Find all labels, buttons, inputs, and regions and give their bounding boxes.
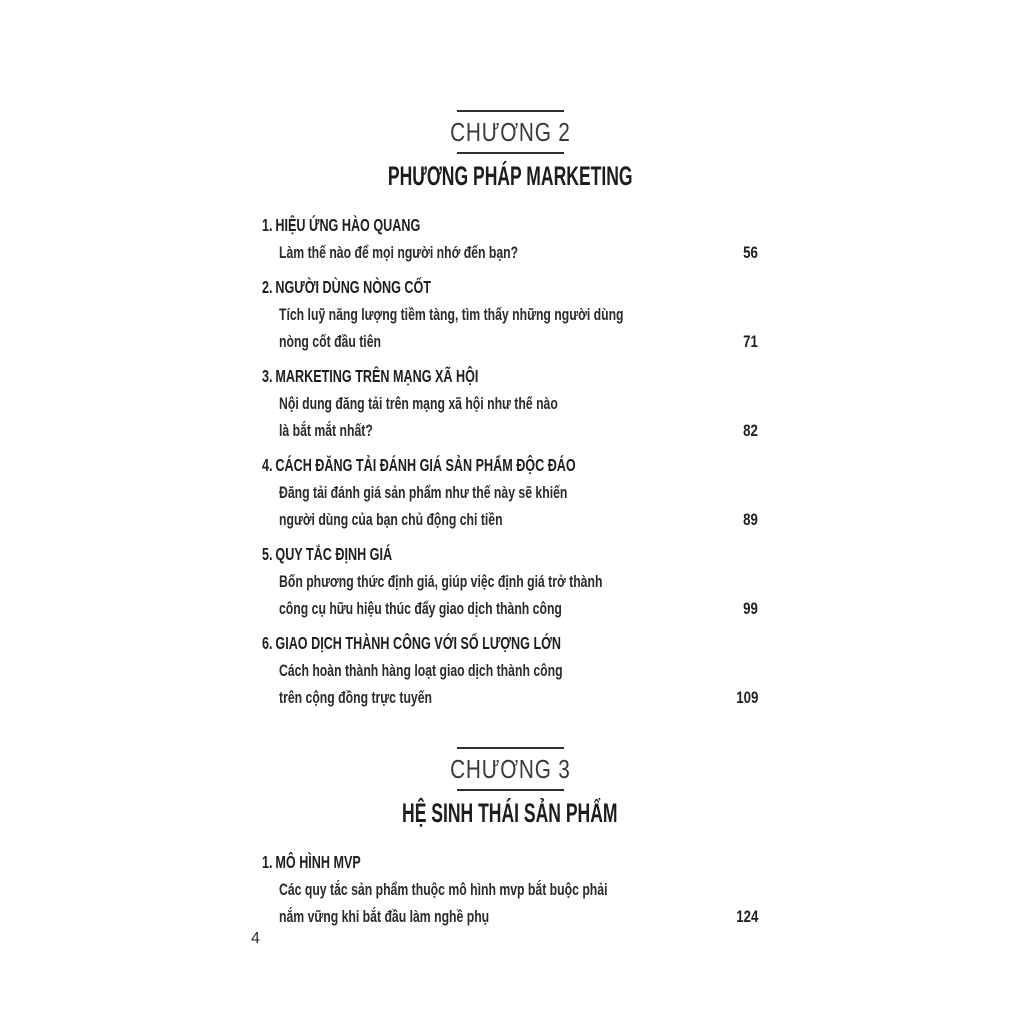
entry-number: 3.	[262, 366, 273, 386]
entry-title	[262, 849, 361, 876]
entry-subtitle-row	[262, 876, 758, 903]
entry-title-row	[262, 363, 758, 390]
entry-subtitle-row	[262, 657, 758, 684]
chapter-3-title-text: HỆ SINH THÁI SẢN PHẨM	[402, 798, 618, 828]
chapter-3-header	[262, 747, 758, 829]
entry-title-text: CÁCH ĐĂNG TẢI ĐÁNH GIÁ SẢN PHẨM ĐỘC ĐÁO	[275, 455, 576, 475]
chapter-2-entries	[262, 212, 758, 711]
chapter-2-title	[262, 160, 758, 192]
entry-title-text: MARKETING TRÊN MẠNG XÃ HỘI	[275, 366, 479, 386]
entry-number: 5.	[262, 544, 273, 564]
entry-subtitle: nòng cốt đầu tiên	[279, 332, 381, 351]
entry-subtitle-row	[262, 417, 758, 444]
chapter-2-label	[262, 112, 758, 152]
chapter-2-header	[262, 110, 758, 192]
entry-subtitle: công cụ hữu hiệu thúc đẩy giao dịch thành công	[279, 599, 562, 618]
entry-page-number: 82	[743, 421, 758, 440]
toc-entry	[262, 452, 758, 533]
entry-title-row	[262, 212, 758, 239]
entry-page-number: 56	[743, 243, 758, 262]
entry-subtitle-row	[262, 479, 758, 506]
entry-subtitle: người dùng của bạn chủ động chi tiền	[279, 510, 503, 529]
toc-entry	[262, 212, 758, 266]
entry-subtitle: nắm vững khi bắt đầu làm nghề phụ	[279, 907, 490, 926]
entry-subtitle: Cách hoàn thành hàng loạt giao dịch thành công	[279, 661, 563, 680]
chapter-2-title-text: PHƯƠNG PHÁP MARKETING	[387, 161, 633, 191]
entry-title-row	[262, 630, 758, 657]
entry-subtitle: Các quy tắc sản phẩm thuộc mô hình mvp bắt buộc phải	[279, 880, 608, 899]
entry-number: 1.	[262, 215, 273, 235]
folio-page-number: 4	[251, 930, 260, 947]
entry-title	[262, 212, 420, 239]
entry-subtitle-row	[262, 595, 758, 622]
chapter-3-entries	[262, 849, 758, 930]
toc-entry	[262, 849, 758, 930]
chapter-3-label-text: CHƯƠNG 3	[449, 754, 571, 784]
entry-subtitle-row	[262, 506, 758, 533]
toc-entry	[262, 630, 758, 711]
entry-title-text: GIAO DỊCH THÀNH CÔNG VỚI SỐ LƯỢNG LỚN	[275, 633, 562, 653]
toc-entry	[262, 363, 758, 444]
entry-title	[262, 452, 576, 479]
toc-entry	[262, 274, 758, 355]
entry-subtitle: Nội dung đăng tải trên mạng xã hội như thế nào	[279, 394, 558, 413]
entry-subtitle: là bắt mắt nhất?	[279, 421, 373, 440]
chapter-2-label-text: CHƯƠNG 2	[449, 117, 571, 147]
chapter-3-label	[262, 749, 758, 789]
entry-title	[262, 630, 561, 657]
entry-subtitle-row	[262, 684, 758, 711]
toc-page-content	[262, 0, 758, 938]
entry-title-text: HIỆU ỨNG HÀO QUANG	[275, 215, 421, 235]
entry-subtitle-row	[262, 239, 758, 266]
entry-title-row	[262, 849, 758, 876]
entry-title	[262, 541, 392, 568]
entry-subtitle-row	[262, 568, 758, 595]
entry-title-row	[262, 541, 758, 568]
entry-title	[262, 274, 431, 301]
entry-title-text: NGƯỜI DÙNG NÒNG CỐT	[275, 277, 432, 297]
header-rule-bottom	[457, 789, 564, 791]
entry-subtitle-row	[262, 903, 758, 930]
entry-subtitle-row	[262, 328, 758, 355]
entry-subtitle: trên cộng đồng trực tuyến	[279, 688, 433, 707]
entry-title-text: QUY TẮC ĐỊNH GIÁ	[275, 544, 393, 564]
entry-number: 1.	[262, 852, 273, 872]
entry-subtitle-row	[262, 301, 758, 328]
toc-entry	[262, 541, 758, 622]
entry-number: 2.	[262, 277, 273, 297]
header-rule-bottom	[457, 152, 564, 154]
entry-title	[262, 363, 478, 390]
entry-page-number: 89	[743, 510, 758, 529]
entry-subtitle: Tích luỹ năng lượng tiềm tàng, tìm thấy những người dùng	[279, 305, 624, 324]
entry-page-number: 124	[735, 907, 758, 926]
entry-subtitle: Bốn phương thức định giá, giúp việc định giá trở thành	[279, 572, 603, 591]
entry-title-row	[262, 452, 758, 479]
entry-number: 6.	[262, 633, 273, 653]
entry-subtitle: Làm thế nào để mọi người nhớ đến bạn?	[279, 243, 519, 262]
entry-number: 4.	[262, 455, 273, 475]
entry-page-number: 99	[743, 599, 758, 618]
chapter-3-title	[262, 797, 758, 829]
entry-title-text: MÔ HÌNH MVP	[275, 852, 361, 872]
entry-page-number: 109	[735, 688, 758, 707]
entry-title-row	[262, 274, 758, 301]
entry-page-number: 71	[743, 332, 758, 351]
entry-subtitle: Đăng tải đánh giá sản phẩm như thế này sẽ khiến	[279, 483, 568, 502]
entry-subtitle-row	[262, 390, 758, 417]
